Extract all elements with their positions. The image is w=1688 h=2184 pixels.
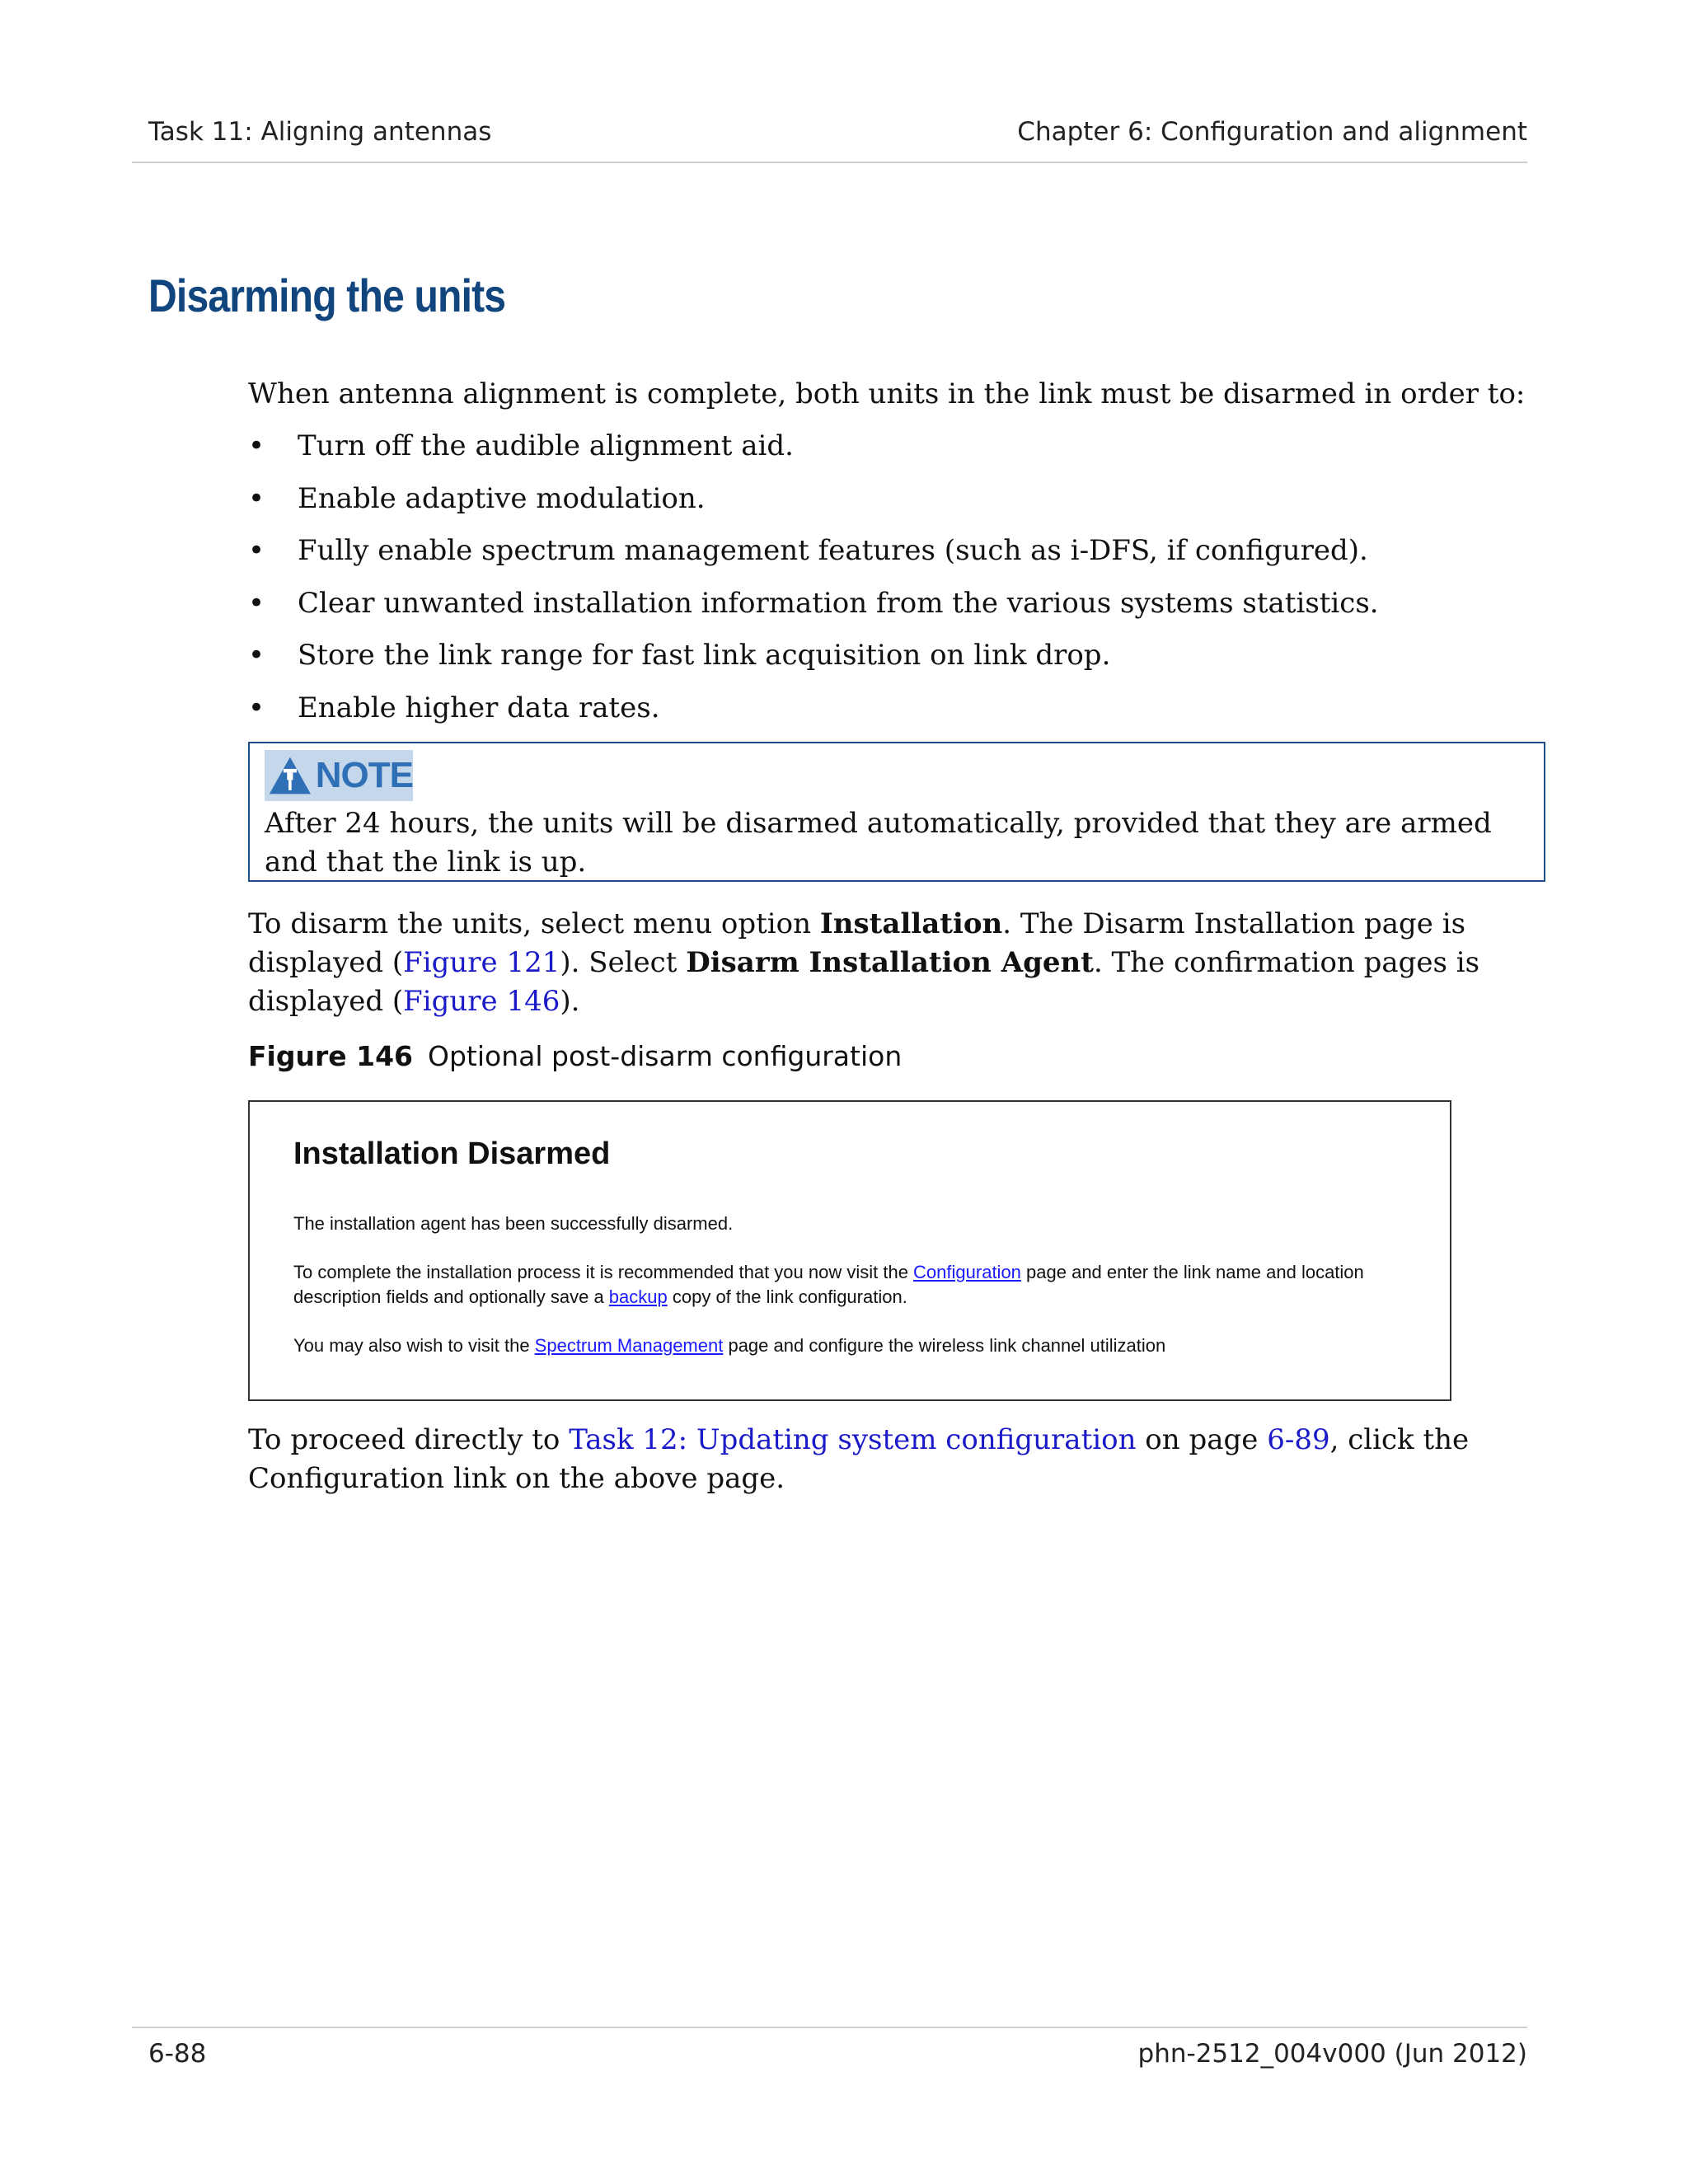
configuration-link[interactable]: Configuration [913, 1262, 1021, 1282]
list-item: • Fully enable spectrum management features (such as i-DFS, if configured). [248, 532, 1379, 584]
text-run: on page [1136, 1423, 1268, 1456]
screenshot-line-2 [293, 1260, 1431, 1285]
text-run: . The confirmation pages is displayed ( [248, 946, 1480, 1018]
text-run: . The Disarm Installation page is displayed ( [248, 907, 1466, 979]
screenshot-panel [248, 1100, 1451, 1401]
list-item: • Enable higher data rates. [248, 689, 1379, 742]
text-run: copy of the link configuration. [667, 1286, 907, 1307]
screenshot-title: Installation Disarmed [293, 1137, 611, 1171]
screenshot-line-1: The installation agent has been successfully disarmed. [293, 1213, 734, 1234]
figure-caption [248, 1040, 902, 1072]
text-run: page and configure the wireless link channel utilization [723, 1335, 1166, 1356]
text-run: You may also wish to visit the [293, 1335, 535, 1356]
text-run: ). Select [560, 946, 687, 979]
task-12-link[interactable]: Task 12: Updating system configuration [569, 1423, 1137, 1456]
figure-146-link[interactable]: Figure 146 [403, 985, 560, 1018]
spectrum-management-link[interactable]: Spectrum Management [534, 1335, 724, 1356]
disarm-instructions [248, 905, 1550, 1021]
text-run: To complete the installation process it is recommended that you now visit the [293, 1262, 914, 1282]
note-text: After 24 hours, the units will be disarmed automatically, provided that they are armed and that the link is up. [265, 807, 1492, 879]
note-box [248, 742, 1545, 882]
figure-number: Figure 146 [248, 1040, 413, 1072]
list-item: • Store the link range for fast link acquisition on link drop. [248, 636, 1379, 689]
backup-link[interactable]: backup [608, 1286, 668, 1307]
text-run: page and enter the link name and location [1020, 1262, 1364, 1282]
note-warning-icon [268, 753, 312, 798]
page-6-89-link[interactable]: 6-89 [1267, 1423, 1330, 1456]
figure-121-link[interactable]: Figure 121 [403, 946, 560, 979]
section-title: Disarming the units [148, 269, 506, 321]
list-item: • Enable adaptive modulation. [248, 480, 1379, 532]
text-run: ). [560, 985, 580, 1018]
text-run: description fields and optionally save a [293, 1286, 609, 1307]
screenshot-line-4 [293, 1333, 1431, 1358]
screenshot-line-3 [293, 1285, 1431, 1310]
header-chapter-title: Chapter 6: Configuration and alignment [1017, 117, 1527, 147]
page-number: 6-88 [148, 2039, 207, 2069]
note-badge [265, 750, 413, 801]
list-item: • Turn off the audible alignment aid. [248, 427, 1379, 480]
menu-option-installation: Installation [819, 907, 1003, 940]
footer-divider [132, 2027, 1527, 2028]
header-divider [132, 162, 1527, 163]
text-run: , click the Configuration link on the above page. [248, 1423, 1470, 1495]
disarm-agent-label: Disarm Installation Agent [686, 946, 1094, 979]
document-id: phn-2512_004v000 (Jun 2012) [1137, 2039, 1527, 2069]
bullet-list [248, 427, 1379, 741]
list-item: • Clear unwanted installation information from the various systems statistics. [248, 584, 1379, 637]
intro-paragraph: When antenna alignment is complete, both units in the link must be disarmed in order to: [248, 377, 1526, 410]
text-run: To disarm the units, select menu option [248, 907, 820, 940]
proceed-paragraph [248, 1421, 1550, 1498]
note-label: NOTE [315, 755, 413, 795]
figure-caption-text: Optional post-disarm configuration [428, 1040, 903, 1072]
header-section-title: Task 11: Aligning antennas [148, 117, 492, 147]
text-run: To proceed directly to [248, 1423, 570, 1456]
